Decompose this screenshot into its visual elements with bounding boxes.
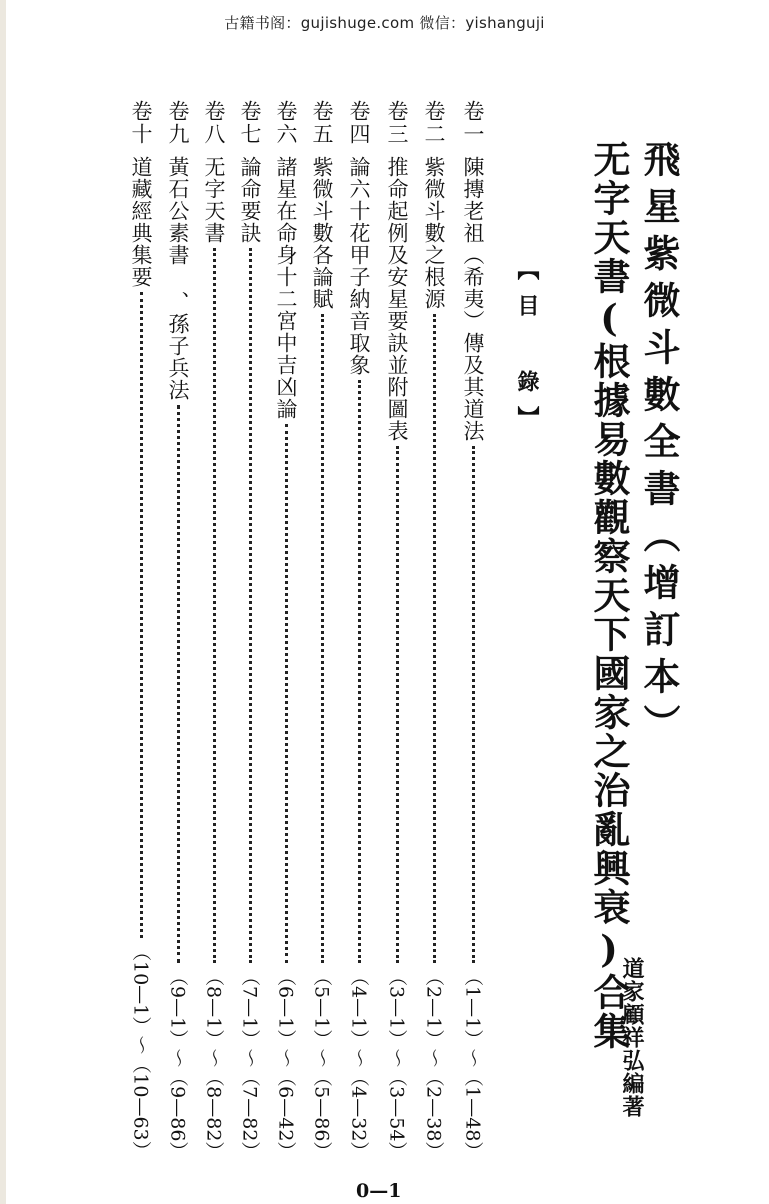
page-left-edge	[0, 0, 6, 1204]
toc-title: 道藏經典集要	[129, 156, 153, 288]
leader-dots	[358, 380, 361, 963]
toc-title: 无字天書	[202, 156, 226, 244]
toc-pages: （8—1）～（8—82）	[202, 966, 225, 1160]
toc-entry	[419, 100, 449, 1160]
leader-dots	[249, 248, 252, 963]
toc-title: 紫微斗數之根源	[422, 156, 446, 310]
toc-entry	[344, 100, 374, 1160]
leader-dots	[213, 248, 216, 963]
toc-entry	[271, 100, 301, 1160]
toc-title: 論六十花甲子納音取象	[347, 156, 371, 376]
leader-dots	[321, 314, 324, 963]
toc-pages: （10—1）～（10—63）	[129, 942, 152, 1160]
toc-volume: 卷四	[347, 100, 371, 146]
toc-title: 諸星在命身十二宮中吉凶論	[274, 156, 298, 420]
toc-volume: 卷二	[422, 100, 446, 146]
toc-volume: 卷三	[385, 100, 409, 146]
toc-pages: （5—1）～（5—86）	[310, 966, 333, 1160]
page-number: 0—1	[356, 1180, 402, 1202]
toc-pages: （3—1）～（3—54）	[385, 966, 408, 1160]
leader-dots	[472, 446, 475, 963]
toc-title: 論命要訣	[238, 156, 262, 244]
toc-pages: （9—1）～（9—86）	[166, 966, 189, 1160]
toc-title: 推命起例及安星要訣並附圖表	[385, 156, 409, 442]
book-title-line-1: 飛星紫微斗數全書（增訂本）	[637, 140, 681, 751]
watermark-text: 古籍书阁：gujishuge.com 微信：yishanguji	[224, 14, 545, 32]
toc-pages: （1—1）～（1—48）	[461, 966, 484, 1160]
toc-heading: 【目 錄】	[514, 258, 540, 442]
toc-volume: 卷八	[202, 100, 226, 146]
leader-dots	[433, 314, 436, 963]
toc-entry	[126, 100, 156, 1160]
toc-pages: （4—1）～（4—32）	[347, 966, 370, 1160]
leader-dots	[396, 446, 399, 963]
leader-dots	[177, 405, 180, 963]
toc-entry	[458, 100, 488, 1160]
toc-pages: （6—1）～（6—42）	[274, 966, 297, 1160]
toc-volume: 卷七	[238, 100, 262, 146]
toc-entry	[163, 100, 193, 1160]
toc-entry	[199, 100, 229, 1160]
toc-title: 紫微斗數各論賦	[310, 156, 334, 310]
toc-volume: 卷九	[166, 100, 190, 146]
toc-volume: 卷十	[129, 100, 153, 146]
toc-title: 黃石公素書 、孫子兵法	[166, 156, 190, 401]
toc-pages: （2—1）～（2—38）	[422, 966, 445, 1160]
toc-title: 陳摶老祖（希夷）傳及其道法	[461, 156, 485, 442]
toc-pages: （7—1）～（7—82）	[238, 966, 261, 1160]
toc-volume: 卷五	[310, 100, 334, 146]
leader-dots	[140, 292, 143, 938]
toc-volume: 卷一	[461, 100, 485, 146]
toc-volume: 卷六	[274, 100, 298, 146]
toc-entry	[235, 100, 265, 1160]
toc-entry	[382, 100, 412, 1160]
book-title-line-2: 无字天書(根據易數觀察天下國家之治亂興衰)合集	[587, 140, 631, 1051]
toc-entry	[307, 100, 337, 1160]
leader-dots	[285, 424, 288, 963]
author-credit: 道家顧祥弘編著	[619, 957, 645, 1118]
